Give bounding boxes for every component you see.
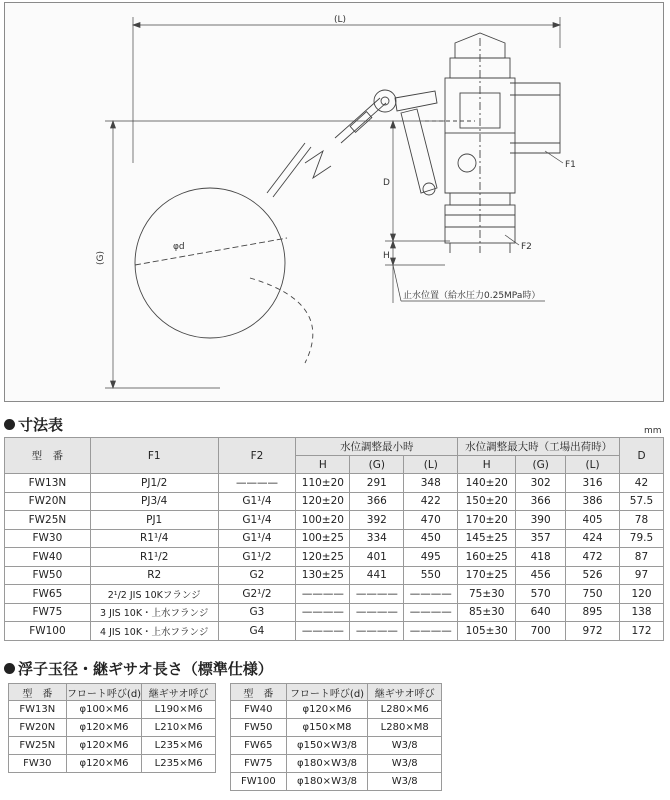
header-rod: 継ギサオ呼び [142, 684, 216, 701]
water-level-label: 止水位置（給水圧力0.25MPa時） [403, 291, 541, 301]
table-row: FW20N φ120×M6 L210×M6 [9, 719, 216, 737]
table-row: FW20N PJ3/4 G1¹/4 120±20 366 422 150±20 366 386 57.5 [5, 492, 664, 511]
bullet-icon [4, 419, 15, 430]
table-row: FW13N PJ1/2 ———— 110±20 291 348 140±20 302 316 42 [5, 474, 664, 493]
g-dimension [105, 121, 445, 388]
header-float: フロート呼び(d) [66, 684, 142, 701]
table-row: FW40 R1¹/2 G1¹/2 120±25 401 495 160±25 418 472 87 [5, 548, 664, 567]
valve-body [445, 33, 560, 253]
header-max-group: 水位調整最大時（工場出荷時） [458, 438, 620, 456]
technical-drawing [4, 2, 664, 402]
header-g-min: (G) [350, 456, 404, 474]
phid-label: φd [173, 242, 185, 252]
header-l-max: (L) [566, 456, 620, 474]
header-float: フロート呼び(d) [286, 684, 368, 701]
f-leaders [505, 151, 563, 245]
bullet-icon [4, 663, 15, 674]
table-row: FW65 2¹/2 JIS 10Kフランジ G2¹/2 ———— ———— ———— 75±30 570 750 120 [5, 585, 664, 604]
unit-label: mm [644, 426, 662, 436]
table-row: FW65 φ150×W3/8 W3/8 [231, 737, 442, 755]
d-label: D [383, 178, 390, 188]
header-model: 型 番 [231, 684, 287, 701]
header-l-min: (L) [404, 456, 458, 474]
f2-label: F2 [521, 242, 532, 252]
table-row: FW75 3 JIS 10K・上水フランジ G3 ———— ———— ———— 85±30 640 895 138 [5, 603, 664, 622]
table-row: FW50 R2 G2 130±25 441 550 170±25 456 526 97 [5, 566, 664, 585]
d-h-dimension [385, 121, 450, 303]
table-row: FW13N φ100×M6 L190×M6 [9, 701, 216, 719]
float-ball [135, 188, 313, 363]
header-f1: F1 [90, 438, 218, 474]
table-row: FW50 φ150×M8 L280×M8 [231, 719, 442, 737]
header-min-group: 水位調整最小時 [296, 438, 458, 456]
f1-label: F1 [565, 160, 576, 170]
lever-links [395, 91, 475, 195]
float-table-left [8, 683, 216, 773]
header-d: D [619, 438, 663, 474]
dimension-table [4, 437, 664, 641]
dimension-section-title: 寸法表 [4, 414, 63, 435]
table-row: FW75 φ180×W3/8 W3/8 [231, 755, 442, 773]
float-rod [267, 90, 396, 197]
l-label: (L) [333, 15, 347, 25]
header-rod: 継ギサオ呼び [368, 684, 442, 701]
table-row: FW100 4 JIS 10K・上水フランジ G4 ———— ———— ———— 105±30 700 972 172 [5, 622, 664, 641]
float-table-right [230, 683, 442, 791]
header-f2: F2 [218, 438, 296, 474]
table-row: FW30 φ120×M6 L235×M6 [9, 755, 216, 773]
g-label: (G) [96, 251, 106, 265]
h-label: H [383, 251, 390, 261]
header-model: 型 番 [5, 438, 91, 474]
header-g-max: (G) [516, 456, 566, 474]
valve-diagram [5, 3, 663, 401]
table-row: FW25N φ120×M6 L235×M6 [9, 737, 216, 755]
float-section-title: 浮子玉径・継ギサオ長さ（標準仕様） [4, 658, 273, 679]
header-model: 型 番 [9, 684, 67, 701]
table-row: FW30 R1¹/4 G1¹/4 100±25 334 450 145±25 357 424 79.5 [5, 529, 664, 548]
table-row: FW100 φ180×W3/8 W3/8 [231, 773, 442, 791]
header-h-max: H [458, 456, 516, 474]
header-h-min: H [296, 456, 350, 474]
table-row: FW40 φ120×M6 L280×M6 [231, 701, 442, 719]
table-row: FW25N PJ1 G1¹/4 100±20 392 470 170±20 390 405 78 [5, 511, 664, 530]
